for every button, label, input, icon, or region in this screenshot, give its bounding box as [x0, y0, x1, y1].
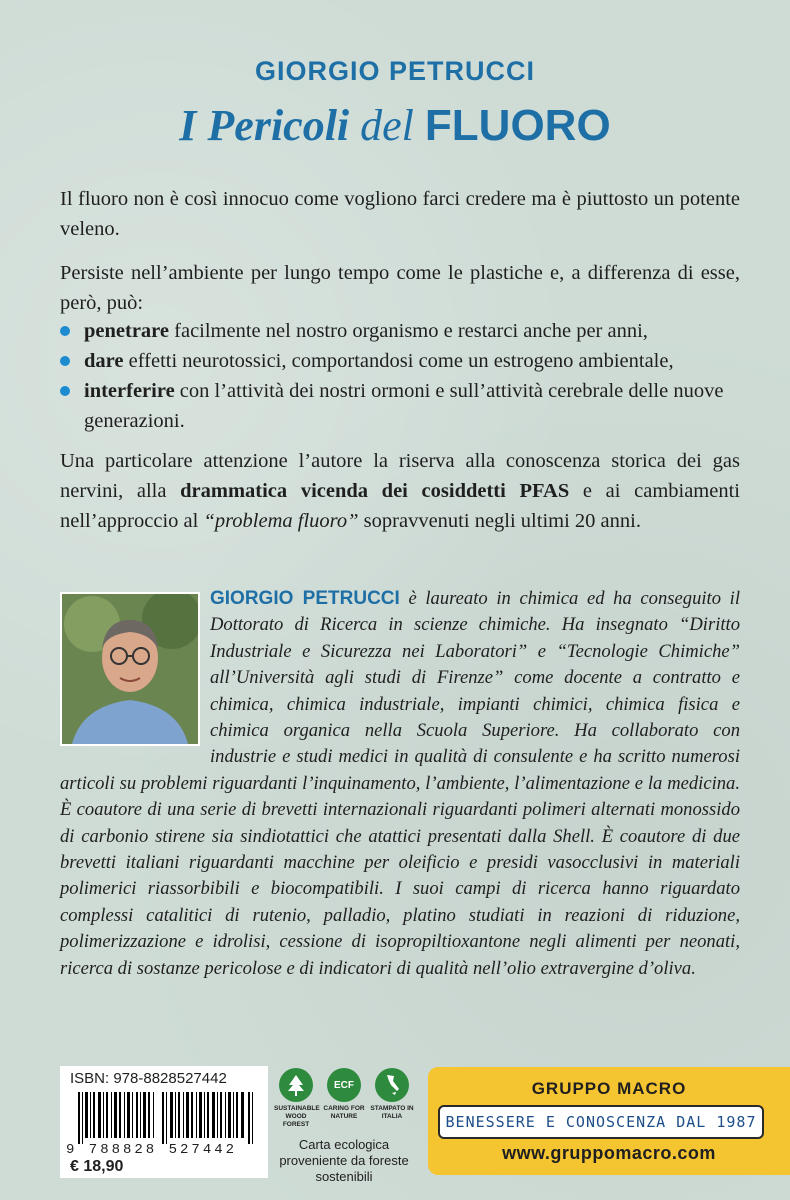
italy-map-icon [375, 1068, 409, 1102]
book-title [0, 100, 790, 152]
eco-label: SUSTAINABLE WOOD FOREST [274, 1105, 320, 1128]
summary-paragraph [60, 446, 740, 536]
publisher-slogan: BENESSERE E CONOSCENZA DAL 1987 [438, 1105, 764, 1139]
bullet-dot-icon [60, 356, 70, 366]
bullet-bold: interferire [84, 380, 175, 402]
isbn: ISBN: 978-8828527442 [70, 1070, 227, 1087]
bullet-dot-icon [60, 386, 70, 396]
summary-text: sopravvenuti negli ultimi 20 anni. [358, 510, 641, 532]
author-name: GIORGIO PETRUCCI [254, 56, 535, 86]
bullet-dot-icon [60, 326, 70, 336]
eco-label: STAMPATO IN ITALIA [370, 1105, 414, 1120]
author-bio [60, 586, 740, 982]
ecf-icon [327, 1068, 361, 1102]
eco-item [370, 1068, 414, 1129]
bullet-text: facilmente nel nostro organismo e restarci anche per anni, [169, 320, 648, 342]
publisher-box [428, 1067, 790, 1175]
price: € 18,90 [70, 1158, 124, 1175]
bullet-bold: dare [84, 350, 124, 372]
bullet-text: con l’attività dei nostri ormoni e sull’attività cerebrale delle nuove generazioni. [84, 380, 724, 432]
bullet-bold: penetrare [84, 320, 170, 342]
bullet-list [60, 316, 740, 436]
bullet-text: effetti neurotossici, comportandosi come un estrogeno ambientale, [123, 350, 674, 372]
eco-label: CARING FOR NATURE [323, 1105, 365, 1120]
publisher-name: GRUPPO MACRO [531, 1079, 687, 1098]
eco-item [274, 1068, 318, 1129]
title-part-1: I Pericoli [179, 101, 350, 150]
eco-icons [274, 1068, 414, 1129]
barcode-box [60, 1066, 268, 1178]
summary-text: Una particolare attenzione l’autore la riserva alla conoscenza storica dei gas nervini, alla [60, 450, 740, 502]
title-part-3: FLUORO [424, 101, 611, 150]
bullet-item [60, 346, 740, 376]
barcode-icon [70, 1092, 260, 1144]
tree-icon [279, 1068, 313, 1102]
bio-text: è laureato in chimica ed ha conseguito il Dottorato di Ricerca in scienze chimiche. Ha insegnato “Diritto Industriale e Sicurezza nei Laboratori” e “Tecnologie Chimiche” all’Università agli studi di Firenze” come docente a contratto e chimica, chimica industriale, impianti chimici, chimica fisica e chimica organica nella Scuola Superiore. Ha collaborato con industrie e studi medici in qualità di consulente e ha scritto numerosi articoli su problemi riguardanti l’inquinamento, l’ambiente, l’alimentazione e la medicina. È coautore di una serie di brevetti internazionali riguardanti polimeri alternati monossido di carbonio stirene sia sindiotattici che atattici presentati dalla Shell. È coautore di due brevetti italiani riguardanti macchine per oleificio e presidi vasocclusivi in materiali polimerici riassorbibili e biocompatibili. I suoi campi di ricerca hanno riguardato complessi catalitici di rutenio, palladio, platino studiati in reazioni di riduzione, polimerizzazione e idrolisi, cessione di isopropiltioxantone negli alimenti per neonati, ricerca di sostanze pericolose e di indicatori di qualità nell’olio extravergine d’oliva. [60, 588, 740, 979]
bullet-item [60, 316, 740, 346]
barcode-number: 9 788828 527442 [66, 1142, 238, 1158]
intro-paragraph-2: Persiste nell’ambiente per lungo tempo come le plastiche e, a differenza di esse, però, può: [60, 262, 740, 314]
publisher-url: www.gruppomacro.com [502, 1143, 716, 1163]
intro-paragraph-1: Il fluoro non è così innocuo come vogliono farci credere ma è piuttosto un potente veleno. [60, 188, 740, 240]
eco-section [274, 1068, 414, 1185]
summary-bold: drammatica vicenda dei cosiddetti PFAS [180, 480, 570, 502]
title-part-2: del [360, 101, 414, 150]
eco-item [322, 1068, 366, 1129]
summary-italic: “problema fluoro” [203, 510, 359, 532]
bullet-item [60, 376, 740, 436]
summary-text: e ai cambiamenti nell’approccio al [60, 480, 740, 532]
eco-text: Carta ecologica proveniente da foreste sostenibili [279, 1137, 409, 1184]
ecf-text: ECF [334, 1079, 354, 1091]
bio-author-name: GIORGIO PETRUCCI [210, 588, 400, 609]
